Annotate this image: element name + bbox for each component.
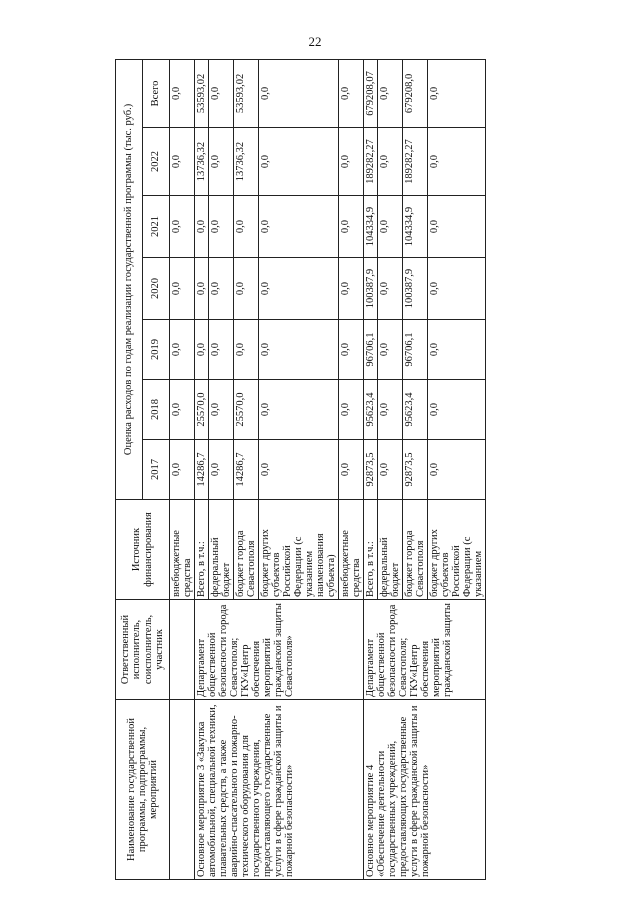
year-header: 2018: [143, 380, 170, 440]
row-source: Всего, в т.ч.:: [364, 500, 378, 600]
cell-2019: 0,0: [234, 320, 259, 380]
cell-total: 53593,02: [195, 59, 209, 127]
cell-2018: 0,0: [170, 380, 195, 440]
cell-2017: 0,0: [378, 440, 403, 500]
cell-2019: 0,0: [170, 320, 195, 380]
row-source: бюджет других субъектов Российской Федерации (с указанием наименования субъекта): [259, 500, 339, 600]
cell-2021: 0,0: [209, 196, 234, 258]
row-name: [170, 700, 195, 880]
cell-2017: 0,0: [259, 440, 339, 500]
cell-2021: 104334,9: [403, 196, 428, 258]
cell-2020: 0,0: [170, 258, 195, 320]
cell-2018: 25570,0: [234, 380, 259, 440]
header-estimate: Оценка расходов по годам реализации государственной программы (тыс. руб.): [116, 59, 143, 499]
cell-2017: 14286,7: [234, 440, 259, 500]
cell-2017: 0,0: [170, 440, 195, 500]
cell-2022: 189282,27: [403, 128, 428, 196]
row-source: Всего, в т.ч.:: [195, 500, 209, 600]
total-header: Всего: [143, 59, 170, 127]
cell-2020: 100387,9: [403, 258, 428, 320]
cell-2018: 0,0: [339, 380, 364, 440]
cell-2020: 0,0: [234, 258, 259, 320]
measure-4-name: Основное мероприятие 4 «Обеспечение деятельности государственных учреждений, предоставляющих государственные услуги в сфере гражданской защиты и пожарной безопасности»: [364, 700, 486, 880]
cell-total: 679208,0: [403, 59, 428, 127]
cell-total: 0,0: [209, 59, 234, 127]
row-source: бюджет других субъектов Российской Федерации (с указанием: [428, 500, 486, 600]
cell-2022: 0,0: [339, 128, 364, 196]
cell-total: 679208,07: [364, 59, 378, 127]
cell-2021: 0,0: [339, 196, 364, 258]
cell-total: 0,0: [170, 59, 195, 127]
cell-2021: 104334,9: [364, 196, 378, 258]
row-executor: [170, 600, 195, 700]
cell-2019: 0,0: [378, 320, 403, 380]
cell-2022: 0,0: [170, 128, 195, 196]
cell-2019: 0,0: [209, 320, 234, 380]
rotated-table-area: [115, 60, 535, 880]
cell-2017: 0,0: [339, 440, 364, 500]
page-number: 22: [308, 34, 322, 49]
cell-2019: 0,0: [428, 320, 486, 380]
cell-2022: 189282,27: [364, 128, 378, 196]
row-source: внебюджетные средства: [339, 500, 364, 600]
cell-2018: 95623,4: [403, 380, 428, 440]
cell-total: 53593,02: [234, 59, 259, 127]
cell-2020: 0,0: [195, 258, 209, 320]
cell-total: 0,0: [378, 59, 403, 127]
year-header: 2020: [143, 258, 170, 320]
header-source: Источник финансирования: [116, 500, 170, 600]
cell-2018: 0,0: [428, 380, 486, 440]
cell-2017: 92873,5: [364, 440, 378, 500]
table-row: [364, 59, 378, 879]
cell-2017: 14286,7: [195, 440, 209, 500]
cell-2019: 96706,1: [403, 320, 428, 380]
header-executor: Ответственный исполнитель, соисполнитель, участник: [116, 600, 170, 700]
measure-3-executor: Департамент общественной безопасности города Севастополя; ГКУ«Центр обеспечения мероприятий гражданской защиты Севастополя»: [195, 600, 364, 700]
row-source: внебюджетные средства: [170, 500, 195, 600]
year-header: 2022: [143, 128, 170, 196]
cell-total: 0,0: [428, 59, 486, 127]
cell-2020: 0,0: [339, 258, 364, 320]
year-header: 2021: [143, 196, 170, 258]
year-header: 2019: [143, 320, 170, 380]
cell-2021: 0,0: [259, 196, 339, 258]
cell-total: 0,0: [259, 59, 339, 127]
cell-2021: 0,0: [378, 196, 403, 258]
row-source: федеральный бюджет: [209, 500, 234, 600]
cell-2018: 0,0: [378, 380, 403, 440]
cell-2018: 25570,0: [195, 380, 209, 440]
financing-table: [115, 59, 486, 880]
year-header: 2017: [143, 440, 170, 500]
cell-2021: 0,0: [428, 196, 486, 258]
cell-2019: 0,0: [339, 320, 364, 380]
cell-2017: 0,0: [209, 440, 234, 500]
cell-2022: 13736,32: [195, 128, 209, 196]
cell-2021: 0,0: [234, 196, 259, 258]
cell-2022: 0,0: [378, 128, 403, 196]
cell-2018: 0,0: [259, 380, 339, 440]
cell-2020: 0,0: [209, 258, 234, 320]
header-name: Наименование государственной программы, подпрограммы, мероприятий: [116, 700, 170, 880]
measure-3-name: Основное мероприятие 3 «Закупка автомобильной, специальной техники, плавательных средств, а также аварийно-спасательного и пожарно-технического оборудования для государственного учреждения, предоставляющего государственные услуги в сфере гражданской защиты и пожарной безопасности»: [195, 700, 364, 880]
row-source: бюджет города Севастополя: [234, 500, 259, 600]
table-row: [170, 59, 195, 879]
cell-2022: 0,0: [209, 128, 234, 196]
cell-2020: 100387,9: [364, 258, 378, 320]
cell-2017: 0,0: [428, 440, 486, 500]
measure-4-executor: Департамент общественной безопасности города Севастополя; ГКУ«Центр обеспечения мероприятий гражданской защиты: [364, 600, 486, 700]
cell-2020: 0,0: [259, 258, 339, 320]
row-source: бюджет города Севастополя: [403, 500, 428, 600]
cell-2022: 0,0: [428, 128, 486, 196]
cell-2022: 0,0: [259, 128, 339, 196]
cell-2020: 0,0: [428, 258, 486, 320]
cell-2021: 0,0: [195, 196, 209, 258]
cell-2019: 96706,1: [364, 320, 378, 380]
row-source: федеральный бюджет: [378, 500, 403, 600]
cell-2022: 13736,32: [234, 128, 259, 196]
table-row: [195, 59, 209, 879]
cell-2018: 0,0: [209, 380, 234, 440]
cell-2018: 95623,4: [364, 380, 378, 440]
cell-total: 0,0: [339, 59, 364, 127]
cell-2019: 0,0: [195, 320, 209, 380]
cell-2019: 0,0: [259, 320, 339, 380]
cell-2020: 0,0: [378, 258, 403, 320]
cell-2021: 0,0: [170, 196, 195, 258]
cell-2017: 92873,5: [403, 440, 428, 500]
